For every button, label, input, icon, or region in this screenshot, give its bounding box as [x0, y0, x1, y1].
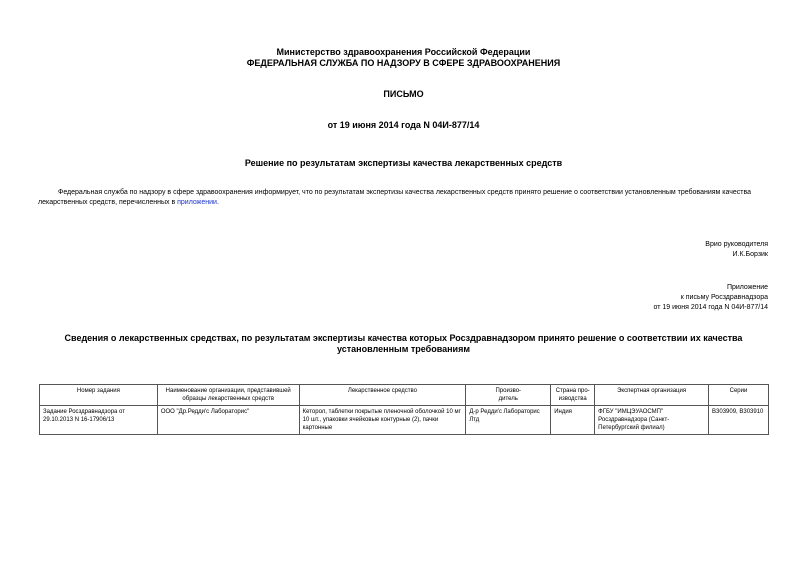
- appendix-link[interactable]: приложении: [177, 199, 217, 206]
- col-header-manufacturer: Произво- дитель: [466, 385, 551, 406]
- table-header-row: [40, 385, 769, 406]
- col-header-medicine: Лекарственное средство: [299, 385, 466, 406]
- medicines-table: [39, 384, 769, 435]
- body-paragraph: [38, 188, 768, 208]
- col-header-expert-organization: Экспертная организация: [595, 385, 709, 406]
- service-name: ФЕДЕРАЛЬНАЯ СЛУЖБА ПО НАДЗОРУ В СФЕРЕ ЗДРАВООХРАНЕНИЯ: [246, 58, 561, 68]
- cell-medicine: Кеторол, таблетки покрытые пленочной оболочкой 10 мг 10 шт., упаковки ячейковые контурные (2), пачки картонные: [299, 406, 466, 435]
- ministry-name: Министерство здравоохранения Российской Федерации: [276, 47, 531, 57]
- appendix-ref-line3: от 19 июня 2014 года N 04И-877/14: [653, 304, 768, 311]
- body-paragraph-text: Федеральная служба по надзору в сфере здравоохранения информирует, что по результатам экспертизы качества лекарственных средств принято решение о соответствии установленным требованиям качества лекарственных средств, перечисленных в: [38, 189, 752, 206]
- cell-country: Индия: [551, 406, 595, 435]
- appendix-title: Сведения о лекарственных средствах, по результатам экспертизы качества которых Росздравнадзором принято решение о соответствии их качества установленным требованиям: [64, 333, 743, 354]
- cell-organization: ООО "Др.Редди'с Лабораторис": [157, 406, 299, 435]
- col-header-task-number: Номер задания: [40, 385, 158, 406]
- col-header-series: Серии: [709, 385, 769, 406]
- appendix-ref-line2: к письму Росздравнадзора: [680, 294, 768, 301]
- document-type: ПИСЬМО: [383, 89, 424, 99]
- signature-position: Врио руководителя: [705, 241, 768, 248]
- document-subject: Решение по результатам экспертизы качества лекарственных средств: [244, 158, 563, 168]
- cell-manufacturer: Д-р Редди'с Лабораторис Лтд: [466, 406, 551, 435]
- cell-task-number: Задание Росздравнадзора от 29.10.2013 N 16-17906/13: [40, 406, 158, 435]
- cell-expert-organization: ФГБУ "ИМЦЭУАОСМП" Росздравнадзора (Санкт-Петербургский филиал): [595, 406, 709, 435]
- appendix-ref-line1: Приложение: [726, 284, 768, 291]
- body-paragraph-end: .: [216, 199, 219, 206]
- document-date-number: от 19 июня 2014 года N 04И-877/14: [327, 120, 480, 130]
- col-header-organization: Наименование организации, представившей образцы лекарственных средств: [157, 385, 299, 406]
- cell-series: В303909, В303910: [709, 406, 769, 435]
- table-row: [40, 406, 769, 435]
- col-header-country: Страна про- изводства: [551, 385, 595, 406]
- signature-name: И.К.Борзик: [732, 251, 768, 258]
